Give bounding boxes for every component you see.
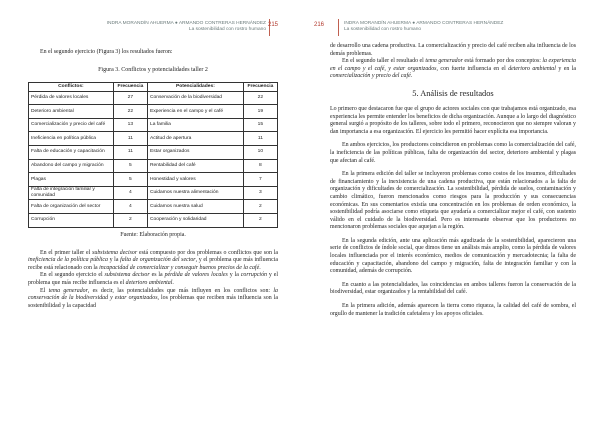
cell: 10 bbox=[243, 145, 277, 159]
table-row bbox=[29, 200, 278, 214]
cell: Conservación de la biodiversidad bbox=[147, 91, 243, 105]
cell: 2 bbox=[243, 200, 277, 214]
cell: 13 bbox=[113, 118, 147, 132]
cell: 15 bbox=[243, 118, 277, 132]
figure-source: Fuente: Elaboración propia. bbox=[120, 231, 186, 238]
cell: Deterioro ambiental bbox=[29, 105, 114, 119]
cell: La familia bbox=[147, 118, 243, 132]
col-frequency-2: Frecuencia bbox=[243, 82, 277, 91]
cell: 4 bbox=[113, 186, 147, 200]
paragraph: En cuanto a las potencialidades, las coincidencias en ambos talleres fueron la conservación de la biodiversidad, estar organizados y la rentabilidad del café. bbox=[330, 281, 576, 296]
cell: 5 bbox=[113, 173, 147, 187]
table-row bbox=[29, 173, 278, 187]
cell: Cuidamos nuestra alimentación bbox=[147, 186, 243, 200]
paragraph: de desarrollo una cadena productiva. La comercialización y precio del café reciben alta influencia de los demás problemas. bbox=[330, 43, 576, 57]
cell: 3 bbox=[243, 186, 277, 200]
table-row bbox=[29, 159, 278, 173]
paragraph: Lo primero que destacaron fue que el grupo de actores sociales con que trabajamos está organizado, esa experiencia les permite entender los beneficios de dicha organización. Aunque a lo largo del diagnóstico general surgió a propósito de los talleres, sobre todo el primero, reconocieron que no siempre valoran y dan importancia a esa organización. El ejercicio les permitió hacer explícita esa importancia. bbox=[330, 105, 576, 135]
cell: 5 bbox=[113, 159, 147, 173]
cell: Experiencia en el campo y el café bbox=[147, 105, 243, 119]
running-header-left: INDRA MORANDÍN AHUERMA ● ARMANDO CONTRERAS HERNÁNDEZ La sostenibilidad con rostro humano bbox=[106, 21, 266, 32]
intro-paragraph: En el segundo ejercicio (Figura 3) los resultados fueron: bbox=[40, 49, 173, 55]
table-row bbox=[29, 91, 278, 105]
page-number-left: 215 bbox=[267, 22, 278, 28]
cell: Ineficiencia en política pública bbox=[29, 132, 114, 146]
col-frequency-1: Frecuencia bbox=[113, 82, 147, 91]
cell: Falta de educación y capacitación bbox=[29, 145, 114, 159]
cell: 7 bbox=[243, 173, 277, 187]
cell: Cooperación y solidaridad bbox=[147, 213, 243, 227]
cell: 19 bbox=[243, 105, 277, 119]
cell: 2 bbox=[243, 213, 277, 227]
cell: Comercialización y precio del café bbox=[29, 118, 114, 132]
col-conflicts: Conflictos: bbox=[29, 82, 114, 91]
conflicts-table bbox=[28, 82, 278, 228]
cell: Falta de organización del sector bbox=[29, 200, 114, 214]
col-potentials: Potencialidades: bbox=[147, 82, 243, 91]
cell: 22 bbox=[113, 105, 147, 119]
paragraph: En la segunda edición, ante una aplicación más agudizada de la sostenibilidad, aparecieron una serie de conflictos de índole social, que dimos tiene un análisis más amplio, como la pérdida de valores locales influenciada por el interés económico, medios de comunicación y mercadotecnia; la falta de educación y capacitación, abandono del campo y migración, falta de integración familiar y con la comunidad, además de corrupción. bbox=[330, 237, 576, 275]
cell: 11 bbox=[113, 145, 147, 159]
cell: Falta de integración familiar y comunidad bbox=[29, 186, 114, 200]
cell: Honestidad y valores bbox=[147, 173, 243, 187]
paragraph: En el segundo ejercicio el subsistema decisor es la pérdida de valores locales y la corrupción y el problema que más recibe influencia es el deterioro ambiental. bbox=[28, 272, 278, 286]
cell: Cuidamos nuestra salud bbox=[147, 200, 243, 214]
paragraph: En ambos ejercicios, los productores coincidieron en problemas como la comercialización del café, la ineficiencia de las políticas públicas, falta de organización del sector, deterioro ambiental y plagas que afectan al café. bbox=[330, 142, 576, 164]
paragraph: En la primera adición, además aparecen la tierra como riqueza, la calidad del café de sombra, el orgullo de mantener la tradición cafetalera y los apoyos oficiales. bbox=[330, 303, 576, 317]
cell: 11 bbox=[243, 132, 277, 146]
cell: 2 bbox=[113, 213, 147, 227]
cell: 4 bbox=[113, 200, 147, 214]
table-row bbox=[29, 132, 278, 146]
table-row bbox=[29, 118, 278, 132]
table-row bbox=[29, 105, 278, 119]
table-header-row bbox=[29, 82, 278, 91]
section-title: 5. Análisis de resultados bbox=[412, 88, 494, 98]
paragraph: En el primer taller el subsistema decisor está compuesto por dos problemas o conflictos que son la ineficiencia de la política pública y la falta de organización del sector, y el problema que más influencia recibe está relacionado con la incapacidad de comercializar y conseguir buenos precios de la café. bbox=[28, 249, 278, 271]
running-header-right: INDRA MORANDÍN AHUERMA ● ARMANDO CONTRERAS HERNÁNDEZ La sostenibilidad con rostro humano bbox=[344, 21, 504, 32]
cell: Pérdida de valores locales bbox=[29, 91, 114, 105]
cell: 22 bbox=[243, 91, 277, 105]
cell: Abandono del campo y migración bbox=[29, 159, 114, 173]
table-row bbox=[29, 145, 278, 159]
cell: Actitud de apertura bbox=[147, 132, 243, 146]
cell: Plagas bbox=[29, 173, 114, 187]
figure-title: Figura 3. Conflictos y potencialidades taller 2 bbox=[98, 66, 208, 73]
table-row bbox=[29, 186, 278, 200]
page-number-right: 216 bbox=[314, 22, 325, 28]
right-page bbox=[300, 0, 600, 440]
cell: 27 bbox=[113, 91, 147, 105]
cell: Rentabilidad del café bbox=[147, 159, 243, 173]
table-row bbox=[29, 213, 278, 227]
cell: 8 bbox=[243, 159, 277, 173]
paragraph: En la primera edición del taller se incluyeron problemas como costos de los insumos, dificultades de financiamiento y la inexistencia de una cadena productiva, que están relacionados a la falta de organización y dificultades de comercialización. La sostenibilidad, pérdida de suelos, contaminación y cambio climático, fueron mencionados como riesgos para la producción y sus consecuencias económicas. En sus comentarios existía una concentración en los problemas de orden económico, la sostenibilidad podría asociarse como etiqueta que ayudaría a comercializar mejor el café, con sustento válido en el cuidado de la biodiversidad. Pero es interesante observar que los productores no mencionaron problemas sociales que aquejan a la región. bbox=[330, 171, 576, 231]
cell: Estar organizados bbox=[147, 145, 243, 159]
header-divider-right bbox=[338, 19, 339, 36]
paragraph: En el segundo taller el resultado el tema generador está formado por dos conceptos: la experiencia en el campo y el café, y estar organizados, con fuerte influencia en el deterioro ambiental y en la comercialización y precio del café. bbox=[330, 58, 576, 80]
paragraph: El tema generador, es decir, las potencialidades que más influyen en los conflictos son: la conservación de la biodiversidad y estar organizados, los problemas que reciben más influencia son la sostenibilidad y la capacidad bbox=[28, 287, 278, 309]
cell: 11 bbox=[113, 132, 147, 146]
cell: Corrupción bbox=[29, 213, 114, 227]
